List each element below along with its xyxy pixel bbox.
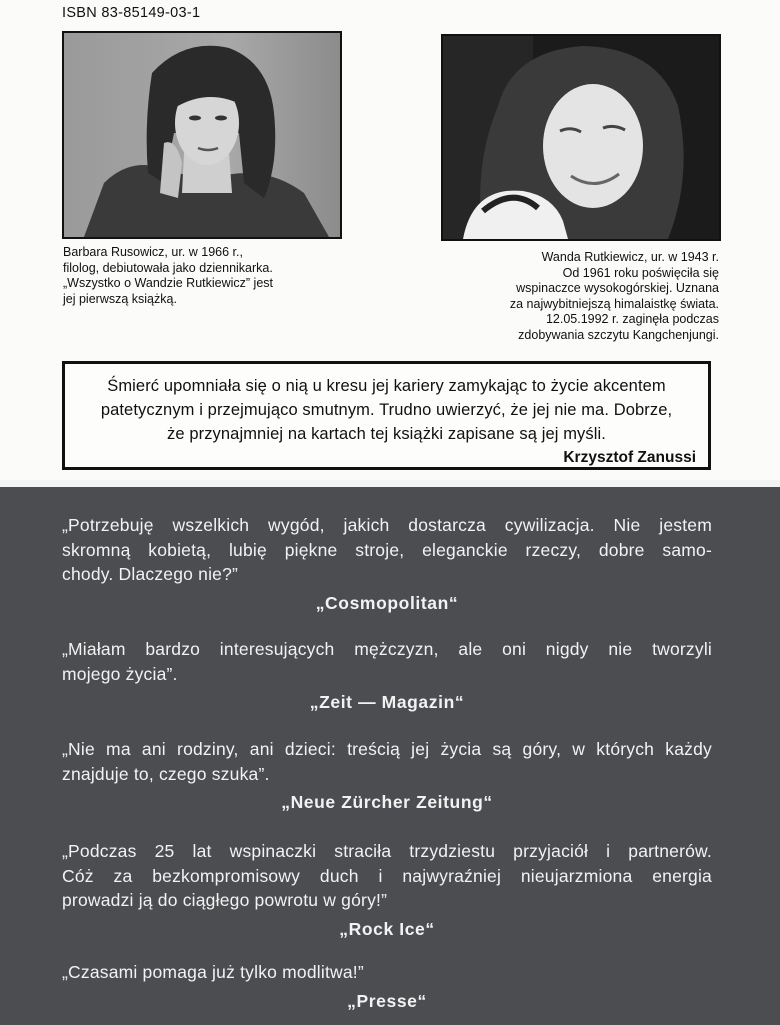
caption-line: Wanda Rutkiewicz, ur. w 1943 r. (541, 250, 719, 264)
quote-line: że przynajmniej na kartach tej książki zapisane są jej myśli. (167, 425, 606, 443)
portrait-photo-right (441, 34, 721, 241)
caption-line: jej pierwszą książką. (63, 291, 177, 306)
portrait-image-left (64, 33, 340, 237)
press-source: „Cosmopolitan“ (315, 592, 459, 613)
zanussi-quote-box (62, 361, 711, 470)
press-quote-line: „Potrzebuję wszelkich wygód, jakich dostarcza cywilizacja. Nie jestem (62, 515, 712, 535)
isbn-number: ISBN 83-85149-03-1 (62, 5, 201, 21)
press-source: „Zeit — Magazin“ (309, 692, 465, 712)
press-quote-line: znajduje to, czego szuka”. (62, 763, 270, 784)
press-quote-presse (62, 960, 712, 1013)
press-quote-rock-ice (62, 839, 712, 941)
press-reviews-panel (0, 487, 780, 1025)
caption-line: 12.05.1992 r. zaginęła podczas (545, 312, 719, 327)
press-quote-zeit-magazin (62, 637, 712, 715)
press-quote-cosmopolitan (62, 513, 712, 615)
press-quote-line: chody. Dlaczego nie?” (62, 564, 239, 584)
press-source: „Neue Zürcher Zeitung“ (281, 792, 493, 812)
portrait-photo-left (62, 31, 342, 239)
quote-author: Krzysztof Zanussi (563, 449, 696, 466)
press-quote-line: prowadzi ją do ciągłego powrotu w góry!” (62, 890, 388, 910)
press-quote-line: „Podczas 25 lat wspinaczki straciła trzydziestu przyjaciół i partnerów. (62, 841, 712, 861)
press-quote-line: skromną kobietą, lubię piękne stroje, eleganckie rzeczy, dobre samo- (62, 539, 712, 560)
caption-line: Od 1961 roku poświęciła się (562, 265, 719, 280)
caption-line: zdobywania szczytu Kangchenjungi. (518, 327, 719, 342)
caption-line: Barbara Rusowicz, ur. w 1966 r., (63, 245, 243, 259)
caption-line: wspinaczce wysokogórskiej. Uznana (516, 281, 719, 296)
press-quote-neue-zurcher-zeitung (62, 737, 712, 815)
press-quote-line: mojego życia”. (62, 663, 178, 684)
press-source: „Presse“ (347, 990, 427, 1011)
press-quote-line: „Miałam bardzo interesujących mężczyzn, ale oni nigdy nie tworzyli (62, 639, 712, 659)
caption-line: filolog, debiutowała jako dziennikarka. (63, 260, 273, 275)
press-quote-line: „Czasami pomaga już tylko modlitwa!” (62, 962, 364, 982)
press-source: „Rock Ice“ (339, 918, 435, 939)
caption-right (440, 250, 719, 344)
quote-line: Śmierć upomniała się o nią u kresu jej kariery zamykając to życie akcentem (107, 377, 666, 395)
press-quote-line: Cóż za bezkompromisowy duch i najwyraźniej nieujarzmiona energia (62, 865, 712, 886)
portrait-image-right (443, 36, 719, 239)
caption-line: „Wszystko o Wandzie Rutkiewicz” jest (63, 276, 273, 291)
press-quote-line: „Nie ma ani rodziny, ani dzieci: treścią jej życia są góry, w których każdy (62, 739, 712, 759)
caption-line: za najwybitniejszą himalaistkę świata. (509, 296, 719, 311)
quote-line: patetycznym i przejmująco smutnym. Trudno uwierzyć, że jej nie ma. Dobrze, (100, 401, 673, 419)
caption-left (63, 245, 343, 307)
